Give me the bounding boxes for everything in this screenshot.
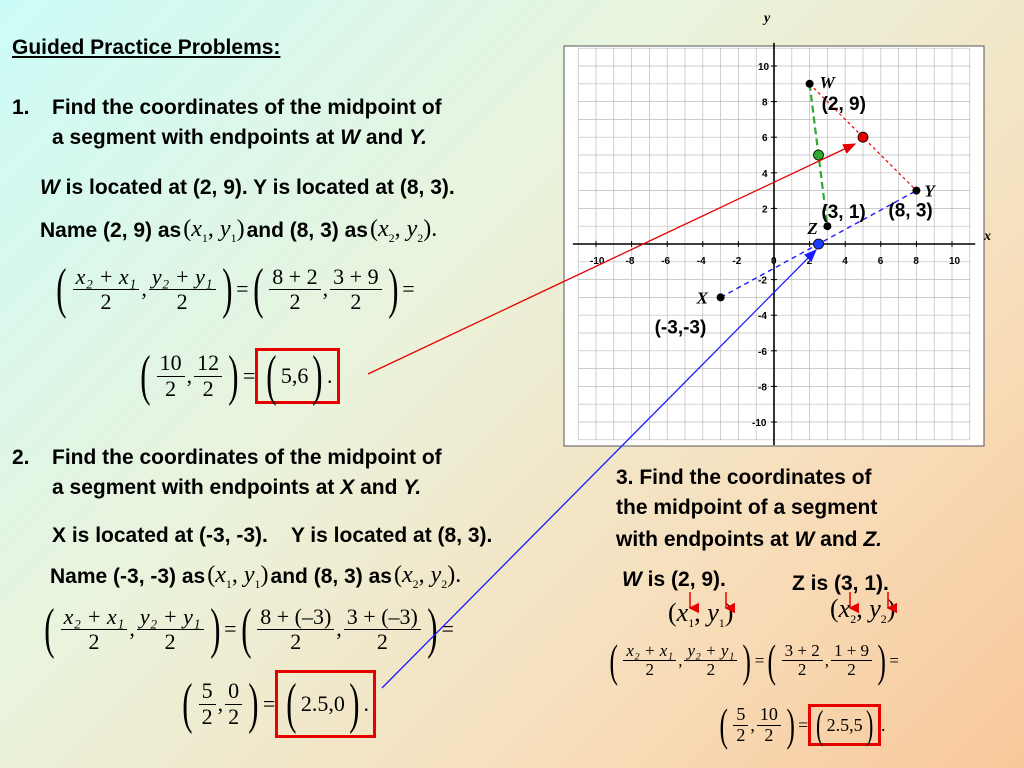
p3-formula: ( $\frac{\text{x₂ + x₁}}{2}$ , $\frac{\text{y₂ + y₁}}{2}$ ) = ( $\frac{3 + 2}{2}$ , $\frac{1 + 9}{2}$ ) = bbox=[609, 635, 899, 686]
midpoint-dot-2 bbox=[814, 150, 824, 160]
p2-r2-den: 2 bbox=[228, 703, 240, 729]
p3-f3-den: 2 bbox=[797, 660, 807, 680]
point-name-z: Z bbox=[807, 219, 818, 239]
midpoint-dot-3 bbox=[814, 239, 824, 249]
page-title: Guided Practice Problems: bbox=[12, 36, 281, 59]
p1-answer-box: ( 5,6 ) . bbox=[255, 348, 339, 404]
p1-line1: Find the coordinates of the midpoint of bbox=[52, 96, 442, 119]
p1-f3-num: 8 + 2 bbox=[269, 265, 320, 290]
y-tick-label: -6 bbox=[758, 346, 767, 358]
p3-line1: 3. Find the coordinates of bbox=[616, 466, 872, 489]
p2-x2y2: ($x_2$, $y_2$). bbox=[393, 562, 462, 591]
p3-line2: the midpoint of a segment bbox=[616, 496, 878, 519]
x-axis-label: x bbox=[984, 229, 992, 244]
p2-f1-den: 2 bbox=[88, 628, 100, 654]
p1-answer: 5,6 bbox=[280, 363, 309, 388]
y-tick-label: 8 bbox=[762, 97, 768, 109]
p2-y: Y. bbox=[403, 476, 422, 499]
y-axis-label: y bbox=[764, 11, 771, 26]
p3-z: Z. bbox=[863, 528, 883, 551]
p2-name-b: and (8, 3) as bbox=[270, 564, 392, 588]
p3-x1y1: ($x_1$, $y_1$) bbox=[668, 598, 734, 631]
p3-f1-den: 2 bbox=[645, 660, 655, 680]
p2-x: X bbox=[340, 476, 355, 499]
p2-f2-num: y₂ + y₁ bbox=[137, 605, 204, 630]
p3-r2-den: 2 bbox=[764, 724, 774, 745]
p2-number: 2. bbox=[12, 446, 30, 469]
p3-f4-den: 2 bbox=[847, 660, 856, 680]
x-tick-label: 10 bbox=[949, 256, 961, 267]
p1-formula: ( $\frac{\text{x₂ + x₁}}{2}$ , $\frac{\text{y₂ + y₁}}{2}$ ) = ( $\frac{8 + 2}{2}$ , $\frac{3 + 9}{2}$ ) = bbox=[56, 258, 415, 320]
y-tick-label: -8 bbox=[758, 382, 767, 394]
y-tick-label: -4 bbox=[758, 311, 767, 323]
p3-f2-num: y₂ + y₁ bbox=[684, 642, 737, 662]
p3-r1-num: 5 bbox=[733, 705, 748, 726]
p3-answer-box: ( 2.5,5 ) bbox=[808, 704, 881, 746]
p2-formula: ( $\frac{\text{x₂ + x₁}}{2}$ , $\frac{\text{y₂ + y₁}}{2}$ ) = ( $\frac{8 + (-3)}{2}$ , $\frac{3 + (-3)}{2}$ ) = bbox=[44, 598, 454, 660]
p2-answer-box: ( 2.5,0 ) . bbox=[275, 670, 376, 738]
p1-name-b: and (8, 3) as bbox=[246, 218, 368, 242]
p1-r2-num: 12 bbox=[194, 351, 222, 376]
p3-f1-num: x₂ + x₁ bbox=[623, 642, 676, 662]
p2-r1-num: 5 bbox=[199, 679, 216, 704]
p3-f4-num: 1 + 9 bbox=[831, 642, 872, 662]
p2-f3-num: 8 + (–3) bbox=[257, 605, 334, 630]
x-tick-label: -6 bbox=[661, 256, 671, 267]
p1-f3-den: 2 bbox=[289, 288, 301, 314]
p1-line2-text: a segment with endpoints at bbox=[52, 126, 335, 149]
point-x bbox=[717, 293, 725, 301]
p3-r1-den: 2 bbox=[736, 724, 746, 745]
point-coord-label-y: (8, 3) bbox=[888, 200, 933, 222]
p2-x1y1: ($x_1$, $y_1$) bbox=[207, 562, 269, 591]
p1-x2y2: ($x_2$, $y_2$). bbox=[369, 216, 438, 245]
p3-answer: 2.5,5 bbox=[826, 714, 863, 735]
point-z bbox=[823, 222, 831, 230]
p2-f2-den: 2 bbox=[164, 628, 176, 654]
p1-f1-num: x₂ + x₁ bbox=[73, 265, 140, 290]
point-coord-label-w: (2, 9) bbox=[821, 93, 866, 115]
y-tick-label: 4 bbox=[762, 168, 768, 180]
p2-name-a: Name (-3, -3) as bbox=[50, 564, 206, 588]
p1-w: W bbox=[340, 126, 361, 149]
p2-line2-text: a segment with endpoints at bbox=[52, 476, 335, 499]
p2-line1: Find the coordinates of the midpoint of bbox=[52, 446, 442, 469]
p1-f1-den: 2 bbox=[100, 288, 112, 314]
p2-f4-num: 3 + (–3) bbox=[344, 605, 421, 630]
point-w bbox=[806, 80, 814, 88]
p3-x2y2: ($x_2$, $y_2$) bbox=[830, 594, 896, 627]
p3-given-w-letter: W bbox=[622, 568, 642, 591]
x-tick-label: 8 bbox=[913, 256, 919, 267]
p1-name-a: Name (2, 9) as bbox=[40, 218, 182, 242]
x-tick-label: 2 bbox=[806, 256, 813, 267]
x-tick-label: -8 bbox=[625, 256, 635, 267]
y-tick-label: -2 bbox=[758, 275, 767, 287]
p2-result: ( $\frac{5}{2}$ , $\frac{0}{2}$ ) = ( 2.5,0 ) . bbox=[178, 670, 376, 738]
p1-x1y1: ($x_1$, $y_1$) bbox=[183, 216, 245, 245]
p1-r1-den: 2 bbox=[165, 375, 177, 401]
y-tick-label: 10 bbox=[758, 62, 770, 73]
y-tick-label: 6 bbox=[762, 133, 768, 145]
x-tick-label: -10 bbox=[590, 256, 605, 267]
x-tick-label: 4 bbox=[842, 256, 848, 267]
midpoint-dot-1 bbox=[858, 132, 868, 142]
p2-answer: 2.5,0 bbox=[300, 691, 345, 716]
p1-y: Y. bbox=[409, 126, 427, 149]
point-name-y: Y bbox=[924, 181, 935, 201]
p3-given-z: Z is (3, 1). bbox=[792, 572, 889, 595]
p3-f2-den: 2 bbox=[706, 660, 716, 680]
p2-f1-num: x₂ + x₁ bbox=[61, 605, 128, 630]
p3-given-w-rest: is (2, 9). bbox=[647, 568, 726, 591]
p1-result: ( $\frac{10}{2}$ , $\frac{12}{2}$ ) = ( 5,6 ) . bbox=[136, 348, 340, 404]
p2-f4-den: 2 bbox=[376, 628, 388, 654]
point-name-x: X bbox=[696, 288, 708, 308]
x-tick-label: -4 bbox=[696, 256, 706, 267]
point-y bbox=[912, 187, 920, 195]
p1-f2-den: 2 bbox=[176, 288, 188, 314]
p3-result: ( $\frac{5}{2}$ , $\frac{10}{2}$ ) = ( 2.5,5 ) . bbox=[719, 699, 886, 751]
point-name-w: W bbox=[819, 72, 835, 92]
x-tick-label: 0 bbox=[771, 256, 777, 267]
p1-r2-den: 2 bbox=[202, 375, 214, 401]
y-tick-label: 2 bbox=[762, 204, 768, 216]
y-tick-label: -10 bbox=[752, 418, 767, 429]
p1-f4-den: 2 bbox=[350, 288, 362, 314]
p1-r1-num: 10 bbox=[157, 351, 185, 376]
point-coord-label-x: (-3,-3) bbox=[654, 317, 707, 339]
point-coord-label-z: (3, 1) bbox=[821, 202, 866, 224]
p3-and: and bbox=[820, 528, 858, 551]
p2-given: X is located at (-3, -3). Y is located at (8, 3). bbox=[52, 524, 493, 547]
p2-r1-den: 2 bbox=[201, 703, 213, 729]
p1-and: and bbox=[365, 126, 404, 149]
p1-given-rest: is located at (2, 9). Y is located at (8, 3). bbox=[65, 176, 455, 199]
p1-f2-num: y₂ + y₁ bbox=[149, 265, 216, 290]
p2-f3-den: 2 bbox=[290, 628, 302, 654]
p1-given-w: W bbox=[40, 176, 60, 199]
p1-f4-num: 3 + 9 bbox=[330, 265, 381, 290]
x-tick-label: -2 bbox=[732, 256, 742, 267]
p2-and: and bbox=[360, 476, 398, 499]
p3-line3-text: with endpoints at bbox=[616, 528, 789, 551]
p1-number: 1. bbox=[12, 96, 30, 119]
p3-w: W bbox=[794, 528, 815, 551]
x-tick-label: 6 bbox=[877, 256, 884, 267]
p3-f3-num: 3 + 2 bbox=[782, 642, 823, 662]
p3-r2-num: 10 bbox=[757, 705, 781, 726]
p2-r2-num: 0 bbox=[225, 679, 242, 704]
